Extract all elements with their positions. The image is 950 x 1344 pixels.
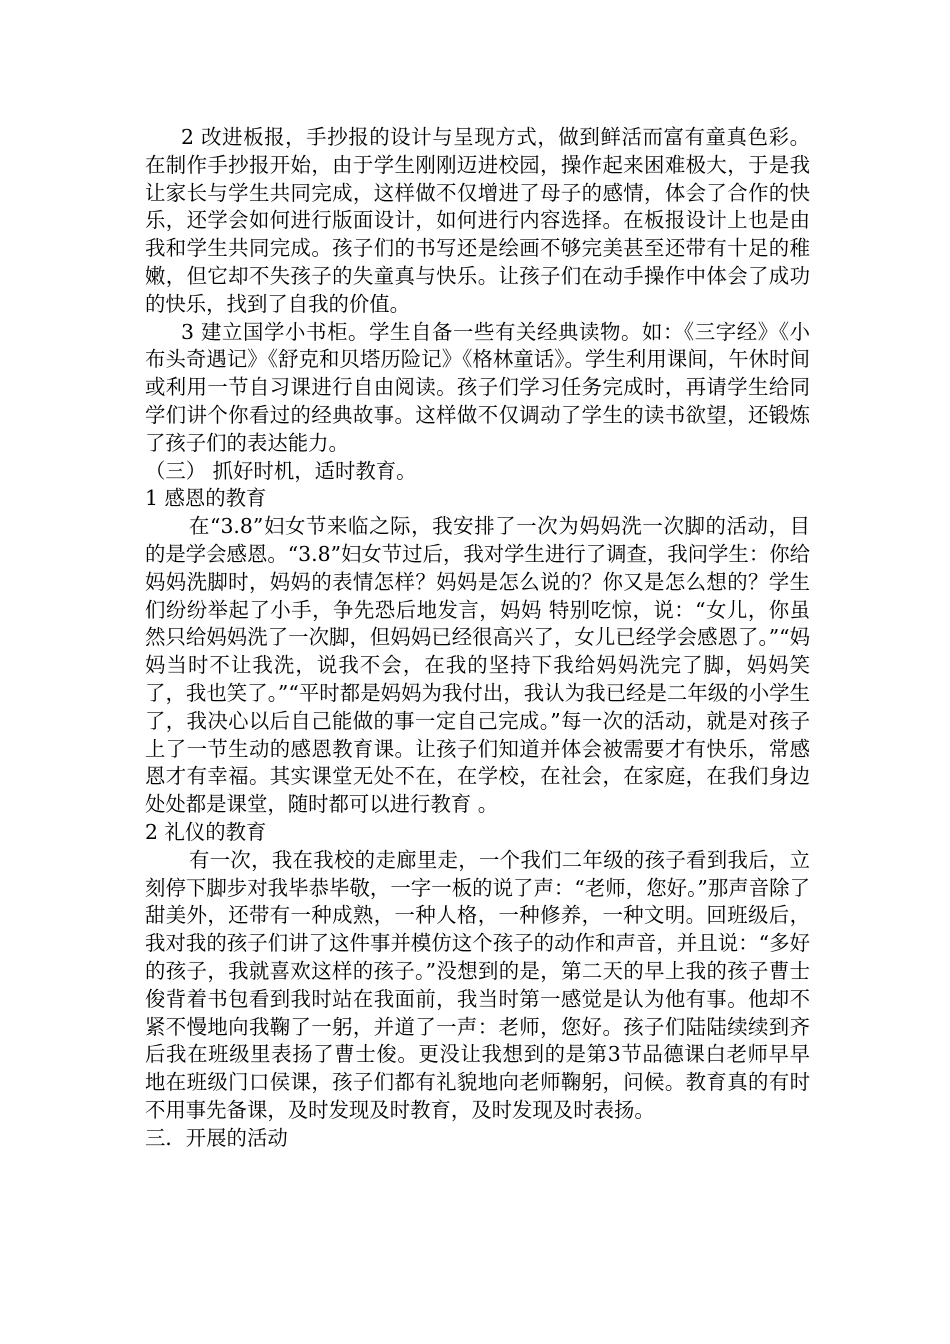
document-body	[145, 124, 810, 1152]
subheading-gratitude: 1 感恩的教育	[145, 486, 267, 511]
subheading-etiquette: 2 礼仪的教育	[145, 819, 267, 844]
paragraph-board-design: 2 改进板报，手抄报的设计与呈现方式，做到鲜活而富有童真色彩。在制作手抄报开始，由于学生刚刚迈进校园，操作起来困难极大，于是我让家长与学生共同完成，这样做不仅增进了母子的感情，体会了合作的快乐，还学会如何进行版面设计，如何进行内容选择。在板报设计上也是由我和学生共同完成。孩子们的书写还是绘画不够完美甚至还带有十足的稚嫩，但它却不失孩子的失童真与快乐。让孩子们在动手操作中体会了成功的快乐，找到了自我的价值。	[145, 125, 810, 316]
section-heading-activities: 三．开展的活动	[145, 1125, 288, 1150]
paragraph-bookshelf: 3 建立国学小书柜。学生自备一些有关经典读物。如：《三字经》《小布头奇遇记》《舒克和贝塔历险记》《格林童话》。学生利用课间，午休时间或利用一节自习课进行自由阅读。孩子们学习任务完成时，再请学生给同学们讲个你看过的经典故事。这样做不仅调动了学生的读书欲望，还锻炼了孩子们的表达能力。	[145, 319, 810, 455]
paragraph-gratitude: 在“3.8”妇女节来临之际，我安排了一次为妈妈洗一次脚的活动，目的是学会感恩。“3.8”妇女节过后，我对学生进行了调查，我问学生：你给妈妈洗脚时，妈妈的表情怎样？妈妈是怎么说的？你又是怎么想的？学生们纷纷举起了小手，争先恐后地发言，妈妈 特别吃惊，说：“女儿，你虽然只给妈妈洗了一次脚，但妈妈已经很高兴了，女儿已经学会感恩了。”“妈妈当时不让我洗，说我不会，在我的坚持下我给妈妈洗完了脚，妈妈笑了，我也笑了。”“平时都是妈妈为我付出，我认为我已经是二年级的小学生了，我决心以后自己能做的事一定自己完成。”每一次的活动，就是对孩子上了一节生动的感恩教育课。让孩子们知道并体会被需要才有快乐，常感恩才有幸福。其实课堂无处不在，在学校，在社会，在家庭，在我们身边处处都是课堂，随时都可以进行教育 。	[145, 514, 810, 817]
paragraph-etiquette: 有一次，我在我校的走廊里走，一个我们二年级的孩子看到我后，立刻停下脚步对我毕恭毕敬，一字一板的说了声：“老师，您好。”那声音除了甜美外，还带有一种成熟，一种人格，一种修养，一种文明。回班级后，我对我的孩子们讲了这件事并模仿这个孩子的动作和声音，并且说：“多好的孩子，我就喜欢这样的孩子。”没想到的是，第二天的早上我的孩子曹士俊背着书包看到我时站在我面前，我当时第一感觉是认为他有事。他却不紧不慢地向我鞠了一躬，并道了一声：老师，您好。孩子们陆陆续续到齐后我在班级里表扬了曹士俊。更没让我想到的是第3节品德课白老师早早地在班级门口侯课，孩子们都有礼貌地向老师鞠躬，问候。教育真的有时不用事先备课，及时发现及时教育，及时发现及时表扬。	[145, 847, 810, 1122]
section-heading-timing: （三） 抓好时机，适时教育。	[145, 458, 417, 483]
